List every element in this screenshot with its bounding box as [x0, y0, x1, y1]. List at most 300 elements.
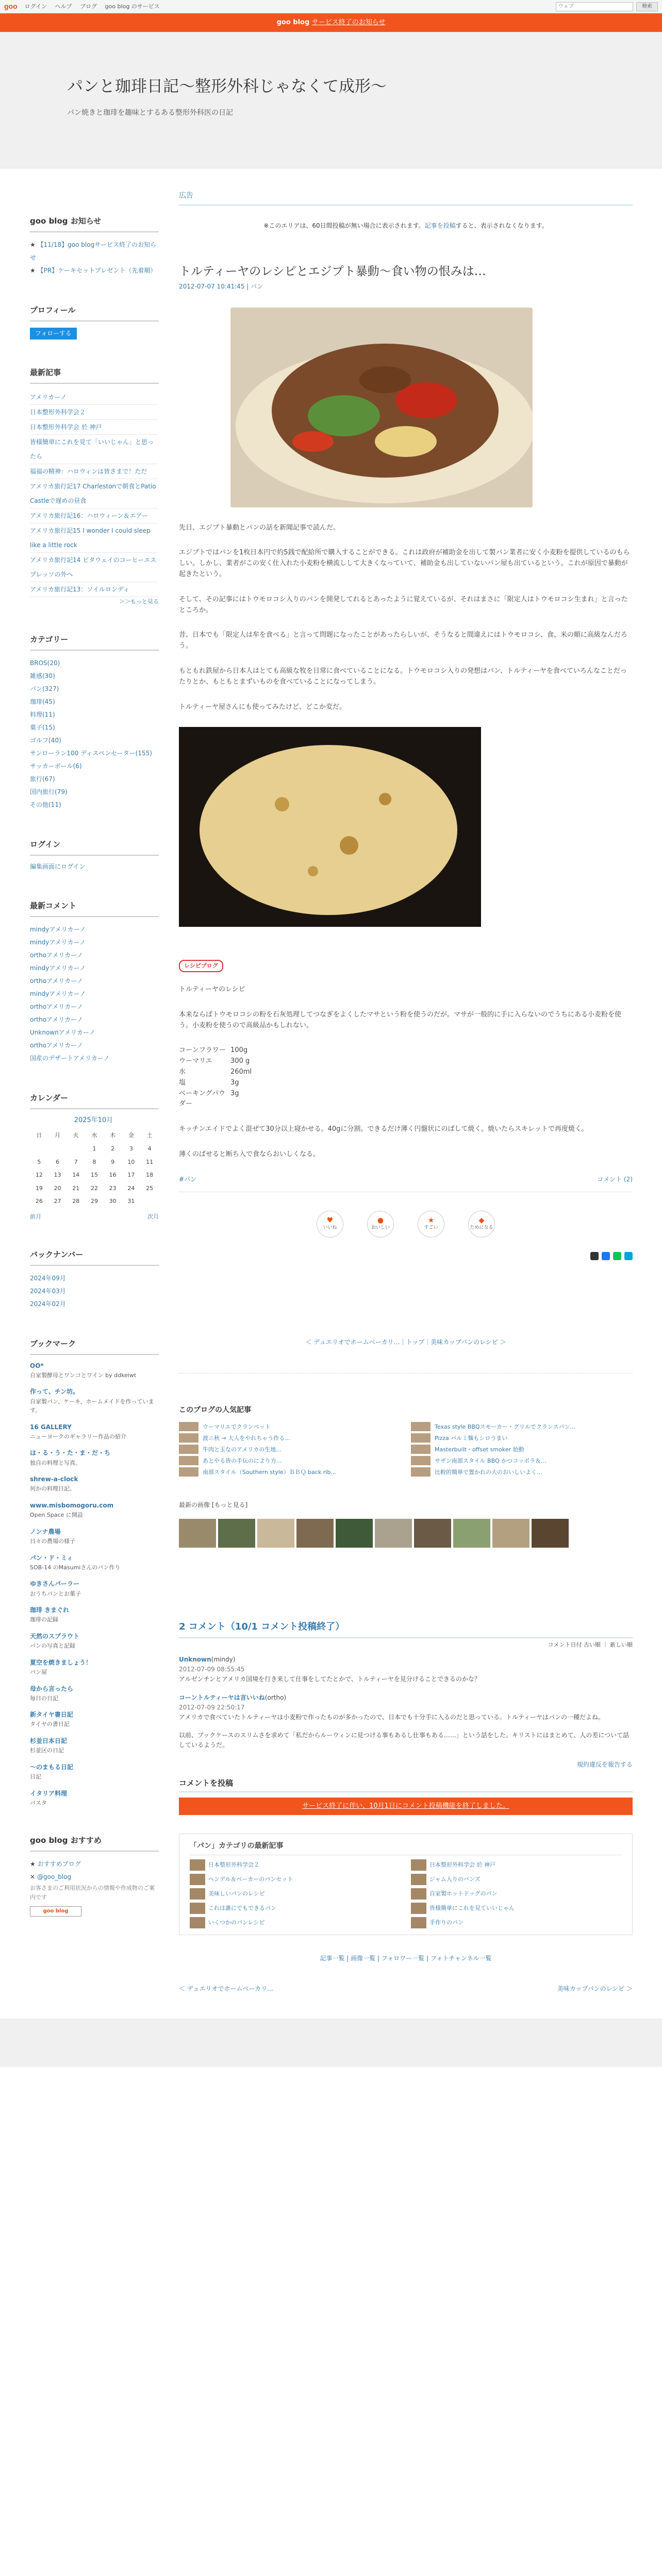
recent-item[interactable]	[30, 509, 157, 523]
category-item[interactable]	[30, 721, 157, 734]
reaction-label: おいしい	[371, 1225, 390, 1230]
backnumber-item-link[interactable]: 2024年03月	[30, 1287, 66, 1295]
category-item[interactable]	[30, 734, 157, 747]
calendar-day[interactable]: 13	[54, 1172, 61, 1179]
recent-item[interactable]	[30, 523, 157, 553]
recent-comment-link[interactable]: orthoアメリカーノ	[30, 977, 83, 985]
calendar-day[interactable]	[48, 1142, 67, 1156]
category-latest-item[interactable]	[190, 1874, 401, 1885]
category-item-link[interactable]: サンローラン100 ディスペンセーター(155)	[30, 749, 152, 757]
category-item[interactable]	[30, 657, 157, 670]
recent-item-link[interactable]: 皆様簡単にこれを見て「いいじゃん」と思ったら	[30, 438, 154, 461]
recent-item-link[interactable]: アメリカ旅行記15 I wonder I could sleep like a little rock	[30, 527, 151, 549]
post-category-link[interactable]: パン	[251, 283, 263, 291]
calendar-day[interactable]	[67, 1142, 85, 1156]
recent-comment-link[interactable]: Unknownアメリカーノ	[30, 1028, 95, 1036]
bookmark-desc: パンの写真と記録	[30, 1642, 75, 1650]
comment-item	[179, 1655, 633, 1685]
ingredient-amount: 300 g	[230, 1057, 250, 1065]
recent-comment-link[interactable]: orthoアメリカーノ	[30, 951, 83, 959]
latest-photo[interactable]	[336, 1519, 373, 1548]
popular-item[interactable]	[179, 1467, 401, 1477]
popular-item-label[interactable]: Texas style BBQスモーカー・グリルでクランスパン...	[435, 1423, 576, 1430]
calendar-day[interactable]: 30	[109, 1198, 117, 1205]
calendar-prev[interactable]: 前月	[30, 1213, 41, 1220]
ingredient-amount: 3g	[230, 1089, 239, 1097]
popular-item[interactable]	[179, 1433, 401, 1443]
bookmark-name[interactable]: 夏空を焼きましょう！	[30, 1658, 92, 1666]
follow-button[interactable]: フォローする	[30, 328, 77, 340]
popular-thumb	[179, 1456, 198, 1465]
comments-box	[30, 900, 157, 1065]
category-item-link[interactable]: パン(327)	[30, 685, 59, 692]
backnumber-box	[30, 1248, 157, 1311]
calendar-day[interactable]: 17	[127, 1172, 135, 1179]
category-latest-label[interactable]: 皆様簡単にこれを見ていいじゃん	[429, 1905, 515, 1912]
calendar-day[interactable]: 7	[74, 1158, 78, 1165]
popular-thumb	[179, 1433, 198, 1443]
calendar-day[interactable]: 2	[111, 1145, 115, 1152]
login-title: ログイン	[30, 838, 159, 856]
recent-item[interactable]	[30, 464, 157, 479]
latest-photo[interactable]	[414, 1519, 451, 1548]
category-item-link[interactable]: 菓子(15)	[30, 723, 55, 731]
bookmark-name[interactable]: 新タイヤ書日記	[30, 1711, 73, 1719]
category-item-link[interactable]: 珈琲(45)	[30, 698, 55, 705]
ad-label: 広告	[179, 190, 633, 206]
post-navigation[interactable]: ＜ デュエリオでホームベーカリ…｜トップ｜美味カップパンのレシピ ＞	[179, 1337, 633, 1374]
recent-item[interactable]	[30, 405, 157, 420]
calendar-day[interactable]: 15	[90, 1172, 98, 1179]
ingredient-name: ウーマリエ	[179, 1057, 212, 1065]
comment-header	[179, 1655, 633, 1665]
popular-item[interactable]	[179, 1422, 401, 1431]
reaction-button[interactable]	[367, 1211, 394, 1238]
latest-photo[interactable]	[296, 1519, 334, 1548]
news-item[interactable]: ★ 【PR】ケーキセットプレゼント（先着順）	[30, 267, 157, 274]
calendar-day[interactable]: 19	[35, 1184, 43, 1192]
recent-comment[interactable]	[30, 1001, 157, 1013]
profile-title: プロフィール	[30, 304, 159, 321]
backnumber-item-link[interactable]: 2024年02月	[30, 1300, 66, 1308]
latest-photo[interactable]	[453, 1519, 490, 1548]
notice-link[interactable]: サービス終了のお知らせ	[311, 19, 386, 26]
category-latest-box	[179, 1834, 633, 1935]
category-latest-label[interactable]: 手作りのパン	[429, 1919, 464, 1926]
category-latest-thumb	[411, 1859, 426, 1871]
calendar-day[interactable]: 10	[127, 1158, 135, 1165]
recent-item[interactable]	[30, 420, 157, 435]
recent-item-link[interactable]: アメリカーノ	[30, 394, 67, 401]
category-item[interactable]	[30, 708, 157, 721]
category-latest-label[interactable]: ヘンデル＆ベーカーのパンセット	[208, 1876, 293, 1883]
latest-photo[interactable]	[375, 1519, 412, 1548]
bookmark-name[interactable]: ～のまもる日記	[30, 1763, 74, 1771]
recent-title: 最新記事	[30, 366, 159, 384]
popular-item-label[interactable]: Pizza バルミ麺もシロうまい	[435, 1434, 508, 1442]
popular-item-label[interactable]: あとやる皆の手伝のにより方...	[203, 1457, 282, 1464]
ingredient-name: ベーキングパウダー	[179, 1089, 225, 1108]
share-buttons	[179, 1252, 633, 1260]
category-item-link[interactable]: サッカーボール(6)	[30, 762, 82, 770]
comment-date: 2012-07-09 08:55:45	[179, 1666, 245, 1673]
category-latest-label[interactable]: これは誰にでもできるパン	[208, 1905, 276, 1912]
post-date-value: 2012-07-07 10:41:45	[179, 283, 245, 291]
calendar-day[interactable]: 31	[127, 1198, 135, 1205]
calendar-day[interactable]: 14	[72, 1172, 80, 1179]
backnumber-item[interactable]	[30, 1285, 157, 1298]
bookmark-name[interactable]: 母から言ったら	[30, 1685, 74, 1692]
popular-item-label[interactable]: サザン南部スタイル BBQ かつコッポラ＆...	[435, 1457, 547, 1464]
recent-item[interactable]	[30, 582, 157, 597]
popular-item[interactable]	[179, 1445, 401, 1454]
bookmark-desc: 独自の料理と写真。	[30, 1459, 81, 1466]
calendar-day[interactable]: 4	[147, 1145, 152, 1152]
category-latest-item[interactable]	[411, 1917, 622, 1928]
recent-item-link[interactable]: 福福の精神：ハロウィンは皆さまで！ただ	[30, 468, 147, 476]
comment-handle: (ortho)	[264, 1693, 287, 1701]
x-share-icon[interactable]	[590, 1252, 599, 1260]
bookmark-desc: ニューヨークのギャラリー作品の紹介	[30, 1433, 126, 1440]
recent-comment-link[interactable]: orthoアメリカーノ	[30, 1003, 83, 1010]
backnumber-item[interactable]	[30, 1272, 157, 1285]
recipe-intro: 本来ならばトウモロコシの粉を石灰処理してつなぎをよくしたマサという粉を使うのだが。マサが一般的に手に入らないのでうちにある小麦粉を使う。小麦粉を使うので高級品かもしれない。	[179, 1010, 622, 1029]
ingredient-row	[179, 1056, 633, 1067]
recent-item-link[interactable]: アメリカ旅行記17 Charlestonで朝食とPatio Castleで遅めの昼食	[30, 483, 156, 505]
category-item-link[interactable]: 料理(11)	[30, 710, 55, 718]
ingredient-amount: 3g	[230, 1078, 239, 1087]
category-item-link[interactable]: その他(11)	[30, 801, 61, 808]
calendar-day[interactable]: 25	[146, 1184, 154, 1192]
bookmark-name[interactable]: 珈琲 きまぐれ	[30, 1606, 70, 1614]
ingredient-amount: 100g	[230, 1046, 248, 1055]
bookmark-name[interactable]: 天然のスプラウト	[30, 1632, 80, 1640]
calendar-day[interactable]: 20	[54, 1184, 61, 1192]
calendar-day[interactable]: 26	[35, 1198, 43, 1205]
category-item[interactable]	[30, 799, 157, 811]
post-paragraph: そして、その記事にはトウモロコシ入りのパンを開発してれるとあったように覚えているが、それはまさに「限定人はトウモロコシ生まれ」と言ったところか。	[179, 595, 628, 614]
recent-item[interactable]	[30, 435, 157, 464]
comment-count-link[interactable]: コメント (2)	[597, 1175, 633, 1183]
post-paragraph: 昔、日本でも「限定人は牟を食べる」と言って問題になったことがあったらしいが、そうなると間違えにはトウモロコシ、食、米の順に高級なんだろう。	[179, 631, 627, 650]
post-article-link[interactable]: 記事を投稿	[424, 222, 456, 230]
calendar-weekday: 金	[128, 1132, 134, 1139]
recent-item-link[interactable]: アメリカ旅行記13：ソイルロンディ	[30, 586, 129, 594]
bookmark-name[interactable]: 作って、チン坊。	[30, 1388, 79, 1396]
category-latest-item[interactable]	[190, 1903, 401, 1914]
bookmark-name[interactable]: ゆきさんパーラー	[30, 1580, 80, 1588]
recent-item-link[interactable]: アメリカ旅行記14 ビタウェイのコーヒーエスプレッソの外へ	[30, 556, 157, 579]
reaction-icon: ◆	[478, 1216, 485, 1225]
tortilla-image	[230, 308, 533, 507]
comments-heading: 2 コメント（10/1 コメント投稿終了）	[179, 1620, 633, 1639]
blog-description: パン焼きと珈琲を趣味とするある整形外科医の日記	[67, 108, 233, 117]
calendar-box	[30, 1092, 157, 1222]
ingredient-list	[179, 1045, 633, 1110]
popular-item[interactable]	[411, 1467, 633, 1477]
popular-item[interactable]	[411, 1445, 633, 1454]
recent-comment[interactable]	[30, 923, 157, 936]
ingredient-amount: 260ml	[230, 1067, 252, 1076]
post-paragraph: エジプトではパンを1枚日本円で約5銭で配給所で購入することができる。これは政府が補助金を出して製パン業者に安く小麦粉を提供しているのもらしい。しかし、業者がこの安く仕入れた小麦粉を横流しして大きくなっていて、補助金も出していないパン屋も出ているという。これが原因で暴動が起きたという。	[179, 549, 630, 578]
recent-item[interactable]	[30, 390, 157, 405]
category-item[interactable]	[30, 670, 157, 683]
search-input[interactable]	[556, 2, 633, 11]
calendar-day[interactable]: 22	[90, 1184, 98, 1192]
category-latest-thumb	[411, 1917, 426, 1928]
hatena-share-icon[interactable]	[624, 1252, 633, 1260]
calendar-day[interactable]: 16	[109, 1172, 117, 1179]
bookmark-name[interactable]: ノンナ農場	[30, 1528, 61, 1535]
post-paragraph: トルティーヤ屋さんにも使ってみたけど、どこか変だ。	[179, 703, 346, 711]
recent-more-link[interactable]: ＞＞もっと見る	[119, 598, 159, 605]
calendar-day[interactable]: 8	[92, 1158, 96, 1165]
blog-title[interactable]: パンと珈琲日記〜整形外科じゃなくて成形〜	[67, 77, 387, 96]
calendar-day[interactable]: 28	[72, 1198, 80, 1205]
category-item[interactable]	[30, 683, 157, 696]
popular-item[interactable]	[411, 1433, 633, 1443]
backnumber-title: バックナンバー	[30, 1248, 159, 1266]
goo-logo[interactable]: goo	[4, 2, 18, 11]
backnumber-item-link[interactable]: 2024年09月	[30, 1274, 66, 1282]
top-link-blog[interactable]: ブログ	[80, 3, 97, 10]
search-button[interactable]: 検索	[636, 2, 658, 11]
recent-comment[interactable]	[30, 1039, 157, 1052]
bookmark-desc: 珈琲の記録	[30, 1616, 58, 1623]
next-post-link[interactable]: 美味カップパンのレシピ ＞	[557, 1985, 633, 1993]
category-item[interactable]	[30, 773, 157, 786]
calendar-day[interactable]: 18	[146, 1172, 154, 1179]
category-item[interactable]	[30, 747, 157, 760]
latest-photo[interactable]	[492, 1519, 529, 1548]
reaction-label: いいね	[323, 1225, 337, 1230]
recent-comment[interactable]	[30, 949, 157, 962]
goo-link[interactable]: @goo_blog	[37, 1873, 72, 1881]
category-latest-item[interactable]	[190, 1859, 401, 1871]
recent-comment-link[interactable]: mindyアメリカーノ	[30, 938, 86, 946]
latest-photo[interactable]	[532, 1519, 569, 1548]
category-latest-label[interactable]: ジャム入りのバンズ	[429, 1876, 481, 1883]
calendar-month: 2025年10月	[74, 1116, 113, 1124]
bookmark-desc: おうちパンとお菓子	[30, 1590, 81, 1597]
recent-comment-link[interactable]: mindyアメリカーノ	[30, 990, 86, 997]
news-link[interactable]: 【11/18】goo blogサービス終了のお知らせ	[30, 241, 157, 261]
news-title: goo blog お知らせ	[30, 215, 159, 232]
comment-sort[interactable]: コメント日付 古い順 ｜ 新しい順	[548, 1641, 633, 1649]
bookmark-title: ブックマーク	[30, 1337, 159, 1355]
latest-photo[interactable]	[179, 1519, 216, 1548]
comment-list	[30, 923, 157, 1065]
category-title: カテゴリー	[30, 633, 159, 651]
latest-photo[interactable]	[257, 1519, 294, 1548]
ingredient-row	[179, 1078, 633, 1089]
bookmark-name[interactable]: shrew-a-clock	[30, 1476, 78, 1483]
post-date: 2012-07-07 10:41:45 | パン	[179, 283, 263, 291]
top-link-login[interactable]: ログイン	[24, 3, 47, 10]
category-latest-label[interactable]: いくつかのパンレシピ	[208, 1919, 265, 1926]
calendar-day[interactable]: 24	[127, 1184, 135, 1192]
category-item-link[interactable]: 国内旅行(79)	[30, 788, 68, 795]
top-search	[556, 2, 658, 11]
top-link-service[interactable]: goo blog のサービス	[105, 3, 160, 10]
popular-item-label[interactable]: Masterbuilt・offset smoker 始動	[435, 1446, 524, 1453]
goo-item[interactable]: ✕ @goo_blog	[30, 1873, 72, 1881]
category-latest-label[interactable]: 自家製ホットドッグのパン	[429, 1890, 498, 1897]
recent-comment-link[interactable]: orthoアメリカーノ	[30, 1041, 83, 1049]
bookmark-desc: 毎日の日記	[30, 1694, 58, 1702]
bookmark-name[interactable]: イタリア料理	[30, 1789, 68, 1797]
category-item[interactable]	[30, 696, 157, 708]
calendar-day[interactable]: 5	[37, 1158, 41, 1165]
photos-title[interactable]: 最新の画像 [もっと見る]	[179, 1501, 248, 1509]
recent-item[interactable]	[30, 479, 157, 509]
category-item[interactable]	[30, 786, 157, 799]
recent-comment[interactable]	[30, 936, 157, 949]
goo-item[interactable]: ★ おすすめブログ	[30, 1860, 81, 1868]
calendar-day[interactable]: 29	[90, 1198, 98, 1205]
popular-item[interactable]	[411, 1422, 633, 1431]
calendar-day[interactable]: 1	[92, 1145, 96, 1152]
blog-header	[0, 32, 662, 168]
footer-links[interactable]: 記事一覧 | 画像一覧 | フォロワー一覧 | フォトチャンネル一覧	[320, 1955, 492, 1962]
old-note	[179, 221, 633, 231]
bookmark-name[interactable]: パン・ド・ミィ	[30, 1554, 73, 1562]
category-item-link[interactable]: BROS(20)	[30, 659, 60, 667]
comment-closed-text[interactable]: サービス終了に伴い、10月1日にコメント投稿機能を終了しました。	[302, 1802, 509, 1810]
comment-author[interactable]: コーントルティーヤは言いいね	[179, 1693, 265, 1701]
news-item[interactable]: ★ 【11/18】goo blogサービス終了のお知らせ	[30, 241, 157, 261]
popular-item-label[interactable]: 牛肉と玉なのアメリカの生地...	[203, 1446, 282, 1453]
category-box	[30, 633, 157, 811]
recipe-title: トルティーヤのレシピ	[179, 985, 245, 993]
post-footer	[179, 1175, 633, 1192]
recent-item-link[interactable]: 日本整形外科学会 於 神戸	[30, 423, 102, 431]
bookmark-desc: パスタ	[30, 1799, 47, 1806]
comment-closed-notice	[179, 1798, 633, 1815]
recent-item-link[interactable]: 日本整形外科学会２	[30, 409, 86, 416]
bookmark-name[interactable]: www.misbomogoru.com	[30, 1502, 114, 1510]
calendar-day[interactable]	[30, 1142, 48, 1156]
popular-item-label[interactable]: 比較的簡単で置かれの大のおいしいよく...	[435, 1468, 542, 1476]
ingredient-row	[179, 1045, 633, 1056]
recent-comment-link[interactable]: 国産のデザートアメリカーノ	[30, 1054, 110, 1062]
backnumber-item[interactable]	[30, 1298, 157, 1311]
calendar-day[interactable]: 3	[129, 1145, 133, 1152]
category-item-link[interactable]: 旅行(67)	[30, 775, 55, 783]
login-link[interactable]: 編集画面にログイン	[30, 862, 86, 870]
calendar-day[interactable]: 11	[146, 1158, 154, 1165]
popular-item-label[interactable]: 南部スタイル（Southern style）ＢＢＱ back rib...	[203, 1468, 336, 1476]
popular-item[interactable]	[411, 1456, 633, 1465]
category-latest-item[interactable]	[190, 1888, 401, 1900]
category-item[interactable]	[30, 760, 157, 773]
bookmark-desc: 日々の農場の様子	[30, 1538, 75, 1545]
report-link[interactable]: 規約違反を報告する	[576, 1760, 633, 1768]
recipe-blog-badge[interactable]: レシピブログ	[179, 960, 223, 972]
recent-comment[interactable]	[30, 1026, 157, 1039]
popular-title: このブログの人気記事	[179, 1406, 251, 1415]
calendar-day[interactable]: 23	[109, 1184, 117, 1192]
recent-comment[interactable]	[30, 975, 157, 988]
category-latest-label[interactable]: 日本整形外科学会２	[208, 1861, 259, 1869]
ingredient-name: 水	[179, 1067, 186, 1076]
bookmark-name[interactable]: 16 GALLERY	[30, 1423, 72, 1431]
category-latest-item[interactable]	[411, 1888, 622, 1900]
calendar-next[interactable]: 次月	[147, 1213, 159, 1220]
recent-comment[interactable]	[30, 962, 157, 975]
calendar-day[interactable]: 9	[111, 1158, 115, 1165]
recent-comment[interactable]	[30, 988, 157, 1001]
recent-item-link[interactable]: アメリカ旅行記16：ハロウィーン＆エアー	[30, 512, 148, 520]
reaction-button[interactable]	[418, 1211, 444, 1238]
category-latest-item[interactable]	[190, 1917, 401, 1928]
calendar-day[interactable]: 27	[54, 1198, 61, 1205]
post-title[interactable]: トルティーヤのレシピとエジプト暴動〜食い物の恨みは…	[179, 264, 486, 278]
bookmark-desc: 日記	[30, 1773, 41, 1781]
comment-list-main	[179, 1655, 633, 1722]
category-latest-item[interactable]	[411, 1859, 622, 1871]
recent-comment[interactable]	[30, 1013, 157, 1026]
bookmark-name[interactable]: OO*	[30, 1362, 44, 1369]
popular-item-label[interactable]: ウーマリエでクランペット	[203, 1423, 271, 1430]
top-link-help[interactable]: ヘルプ	[55, 3, 72, 10]
calendar-day[interactable]: 6	[56, 1158, 60, 1165]
popular-item[interactable]	[179, 1456, 401, 1465]
recent-item[interactable]	[30, 553, 157, 582]
prev-post-link[interactable]: ＜ デュエリオでホームベーカリ...	[179, 1985, 273, 1993]
category-list	[30, 657, 157, 811]
bookmark-name[interactable]: 杉並日本日記	[30, 1737, 68, 1745]
category-latest-thumb	[190, 1888, 205, 1900]
category-item-link[interactable]: ゴルフ(40)	[30, 736, 61, 744]
old-note-text: ※このエリアは、60日間投稿が無い場合に表示されます。	[263, 222, 425, 230]
bookmark-name[interactable]: は・る・う・た・ま・だ・ち	[30, 1449, 111, 1457]
calendar-day[interactable]: 12	[35, 1172, 43, 1179]
recent-comment-link[interactable]: mindyアメリカーノ	[30, 925, 86, 933]
bookmark-desc: 自家製酵母とワンコとワイン by ddkeiwt	[30, 1371, 137, 1379]
popular-section	[179, 1404, 633, 1477]
tag-link[interactable]: #パン	[179, 1175, 197, 1183]
popular-thumb	[411, 1422, 431, 1431]
category-latest-label[interactable]: 日本整形外科学会 於 神戸	[429, 1861, 495, 1869]
category-item-link[interactable]: 雑感(30)	[30, 672, 55, 680]
latest-photos	[179, 1519, 633, 1548]
category-latest-thumb	[411, 1888, 426, 1900]
news-link[interactable]: 【PR】ケーキセットプレゼント（先着順）	[37, 267, 157, 274]
recipe-method: キッチンエイドでよく混ぜて30分以上寝かせる。40gに分割。できるだけ薄く円盤状にのばして焼く。焼いたらスキレットで再度焼く。	[179, 1125, 588, 1133]
facebook-share-icon[interactable]	[602, 1252, 610, 1260]
reaction-button[interactable]	[317, 1211, 343, 1238]
popular-thumb	[411, 1445, 431, 1454]
reaction-button[interactable]	[468, 1211, 495, 1238]
calendar-day[interactable]	[140, 1195, 159, 1208]
goo-link[interactable]: おすすめブログ	[37, 1860, 81, 1868]
calendar-weekday: 水	[91, 1132, 97, 1139]
calendar-day[interactable]: 21	[72, 1184, 80, 1192]
latest-photo[interactable]	[218, 1519, 255, 1548]
recent-comment-link[interactable]: orthoアメリカーノ	[30, 1015, 83, 1023]
comment-author[interactable]: Unknown	[179, 1656, 211, 1664]
goo-blog-badge[interactable]: goo blog	[30, 1906, 81, 1917]
recent-comment[interactable]	[30, 1052, 157, 1065]
comment-item	[179, 1693, 633, 1723]
popular-item-label[interactable]: 渡ニ秋 → 大人をやれちゃう作る...	[203, 1434, 290, 1442]
line-share-icon[interactable]	[613, 1252, 621, 1260]
category-latest-item[interactable]	[411, 1874, 622, 1885]
category-latest-item[interactable]	[411, 1903, 622, 1914]
recent-comment-link[interactable]: mindyアメリカーノ	[30, 964, 86, 972]
category-latest-label[interactable]: 美味しいパンのレシピ	[208, 1890, 265, 1897]
